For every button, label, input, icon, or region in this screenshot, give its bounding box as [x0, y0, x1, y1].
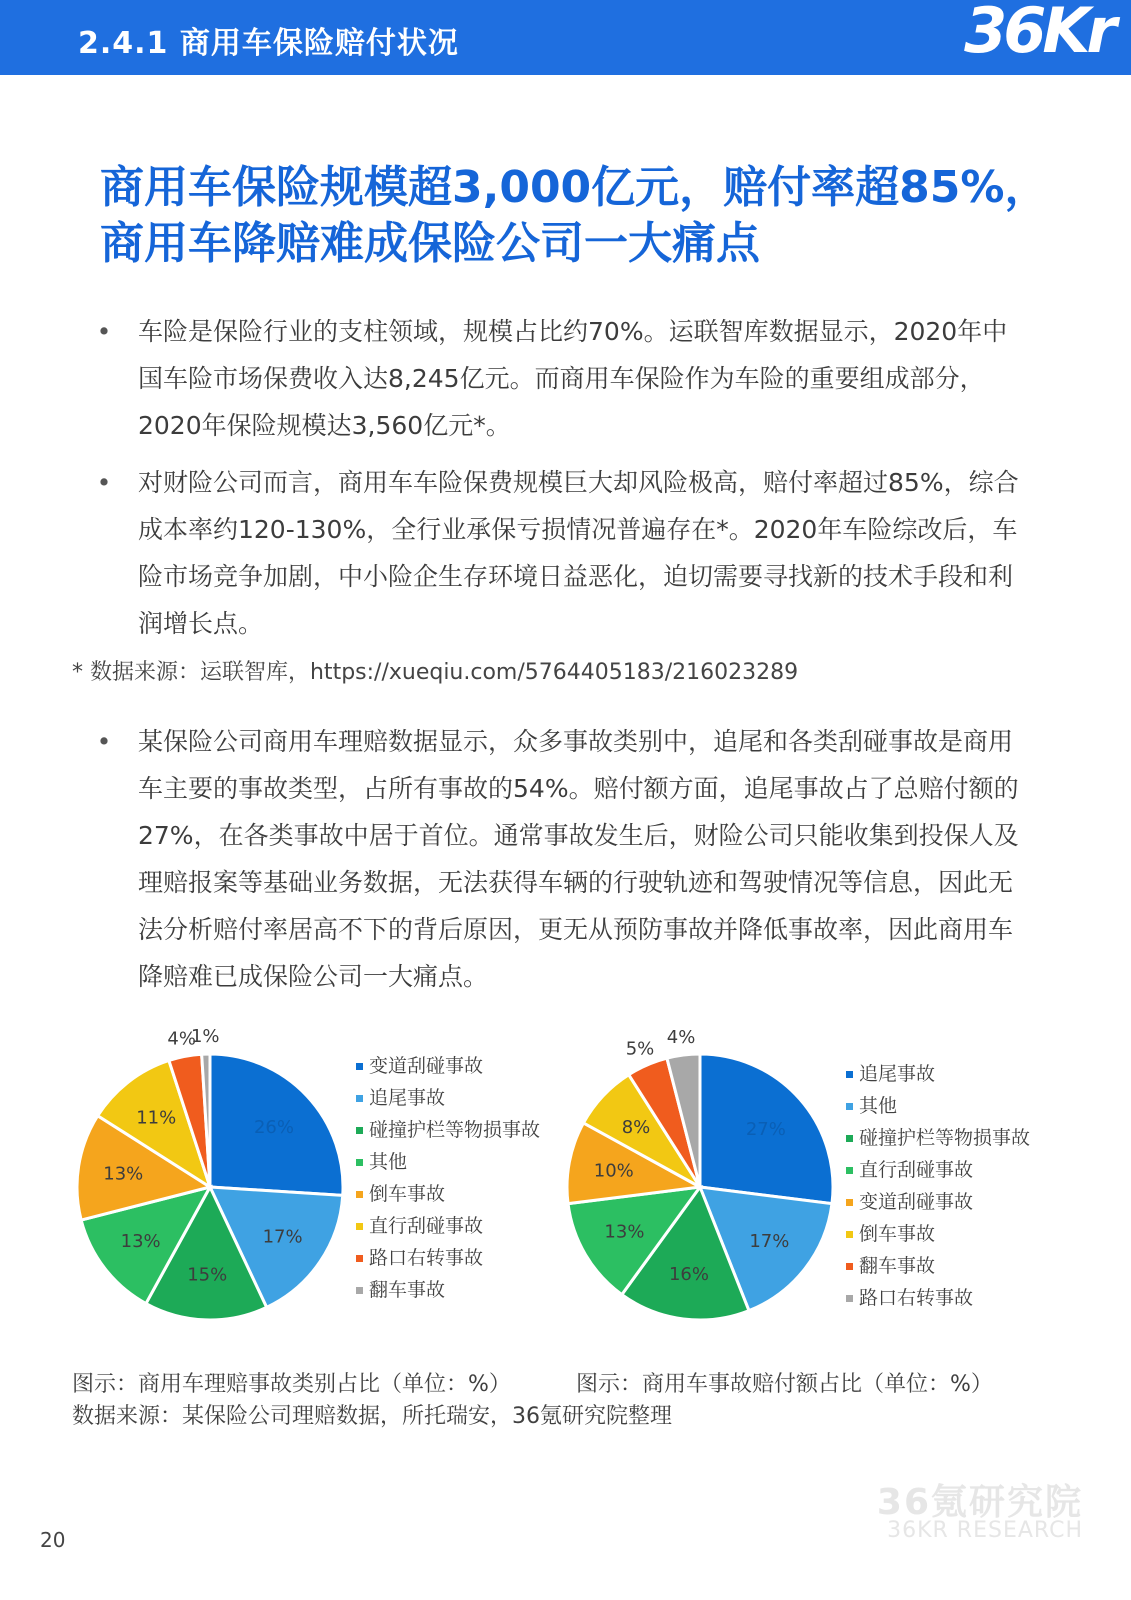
- legend-label: 直行刮碰事故: [859, 1159, 974, 1181]
- brand-logo: 36Kr: [964, 0, 1113, 67]
- pie-1-label-7: 4%: [666, 1027, 696, 1049]
- legend-swatch: [846, 1199, 853, 1206]
- legend-1-item-1: [846, 1090, 1030, 1122]
- pie-0-label-7: 1%: [190, 1026, 220, 1048]
- legend-1-item-2: [846, 1122, 1030, 1154]
- bullet-dot: •: [96, 317, 112, 346]
- source-note: * 数据来源：运联智库，https://xueqiu.com/5764405183/216023289: [72, 660, 799, 685]
- legend-swatch: [356, 1223, 363, 1230]
- legend-label: 直行刮碰事故: [369, 1215, 484, 1237]
- bullet-paragraph-2: [94, 459, 1024, 647]
- legend-accident-types: [356, 1050, 540, 1306]
- legend-1-item-7: [846, 1282, 1030, 1314]
- legend-swatch: [356, 1063, 363, 1070]
- legend-label: 倒车事故: [369, 1183, 446, 1205]
- section-title: 2.4.1 商用车保险赔付状况: [78, 26, 459, 61]
- bullet-dot: •: [96, 727, 112, 756]
- legend-swatch: [846, 1135, 853, 1142]
- pie-1-label-5: 8%: [621, 1116, 651, 1138]
- legend-swatch: [356, 1191, 363, 1198]
- legend-swatch: [846, 1103, 853, 1110]
- pie-0-label-1: 17%: [262, 1226, 303, 1248]
- legend-swatch: [356, 1255, 363, 1262]
- headline-line-1: 商用车保险规模超3,000亿元，赔付率超85%，: [100, 162, 1049, 213]
- legend-swatch: [356, 1159, 363, 1166]
- pie-1-label-3: 13%: [604, 1221, 645, 1243]
- legend-swatch: [846, 1071, 853, 1078]
- bullet-dot: •: [96, 468, 112, 497]
- page-number: 20: [40, 1528, 66, 1552]
- pie-0-label-5: 11%: [136, 1107, 177, 1129]
- legend-0-item-0: [356, 1050, 540, 1082]
- legend-0-item-4: [356, 1178, 540, 1210]
- legend-swatch: [846, 1295, 853, 1302]
- legend-swatch: [846, 1167, 853, 1174]
- watermark-en: 36KR RESEARCH: [887, 1518, 1083, 1543]
- legend-swatch: [846, 1231, 853, 1238]
- legend-label: 追尾事故: [859, 1063, 936, 1085]
- pie-0-label-3: 13%: [120, 1230, 161, 1252]
- headline-line-2: 商用车降赔难成保险公司一大痛点: [100, 218, 760, 269]
- legend-label: 碰撞护栏等物损事故: [859, 1127, 1031, 1149]
- pie-0-label-4: 13%: [103, 1163, 144, 1185]
- legend-label: 追尾事故: [369, 1087, 446, 1109]
- legend-0-item-7: [356, 1274, 540, 1306]
- legend-swatch: [356, 1127, 363, 1134]
- legend-label: 其他: [369, 1151, 408, 1173]
- pie-chart-accident-types: [60, 1026, 360, 1340]
- bullet-text-3: 某保险公司商用车理赔数据显示，众多事故类别中，追尾和各类刮碰事故是商用车主要的事故类型，占所有事故的54%。赔付额方面，追尾事故占了总赔付额的27%，在各类事故中居于首位。通常事故发生后，财险公司只能收集到投保人及理赔报案等基础业务数据，无法获得车辆的行驶轨迹和驾驶情况等信息，因此无法分析赔付率居高不下的背后原因，更无从预防事故并降低事故率，因此商用车降赔难已成保险公司一大痛点。: [138, 727, 1019, 991]
- pie-1-label-0: 27%: [745, 1118, 786, 1140]
- bullet-paragraph-3: [94, 718, 1024, 1000]
- legend-label: 变道刮碰事故: [369, 1055, 484, 1077]
- legend-label: 翻车事故: [859, 1255, 936, 1277]
- pie-chart-payout-share: [550, 1027, 850, 1340]
- legend-label: 变道刮碰事故: [859, 1191, 974, 1213]
- caption-right: 图示：商用车事故赔付额占比（单位：%）: [576, 1372, 993, 1397]
- pie-0-label-2: 15%: [187, 1264, 228, 1286]
- legend-0-item-6: [356, 1242, 540, 1274]
- legend-1-item-0: [846, 1058, 1030, 1090]
- watermark-cn: 36氪研究院: [876, 1482, 1083, 1523]
- caption-left: 图示：商用车理赔事故类别占比（单位：%）: [72, 1372, 511, 1397]
- legend-label: 翻车事故: [369, 1279, 446, 1301]
- bullet-text-1: 车险是保险行业的支柱领域，规模占比约70%。运联智库数据显示，2020年中国车险市场保费收入达8,245亿元。而商用车保险作为车险的重要组成部分，2020年保险规模达3,560亿元*。: [138, 317, 1008, 440]
- legend-0-item-1: [356, 1082, 540, 1114]
- legend-label: 碰撞护栏等物损事故: [369, 1119, 541, 1141]
- bullet-paragraph-1: [94, 308, 1024, 449]
- pie-1-label-1: 17%: [749, 1230, 790, 1252]
- legend-1-item-4: [846, 1186, 1030, 1218]
- bullet-list-top: [94, 308, 1024, 647]
- legend-0-item-5: [356, 1210, 540, 1242]
- legend-0-item-3: [356, 1146, 540, 1178]
- legend-label: 倒车事故: [859, 1223, 936, 1245]
- legend-label: 其他: [859, 1095, 898, 1117]
- bullet-text-2: 对财险公司而言，商用车车险保费规模巨大却风险极高，赔付率超过85%，综合成本率约120-130%，全行业承保亏损情况普遍存在*。2020年车险综改后，车险市场竞争加剧，中小险企生存环境日益恶化，迫切需要寻找新的技术手段和利润增长点。: [138, 468, 1019, 638]
- legend-payout-share: [846, 1058, 1030, 1314]
- pie-1-label-2: 16%: [668, 1264, 710, 1286]
- legend-1-item-5: [846, 1218, 1030, 1250]
- legend-swatch: [356, 1095, 363, 1102]
- legend-swatch: [356, 1287, 363, 1294]
- pie-1-label-4: 10%: [593, 1160, 634, 1182]
- legend-label: 路口右转事故: [859, 1287, 974, 1309]
- legend-0-item-2: [356, 1114, 540, 1146]
- legend-1-item-3: [846, 1154, 1030, 1186]
- header-bar: [0, 0, 1131, 75]
- pie-0-label-6: 4%: [167, 1028, 196, 1050]
- caption-source: 数据来源：某保险公司理赔数据，所托瑞安，36氪研究院整理: [72, 1404, 672, 1429]
- legend-label: 路口右转事故: [369, 1247, 484, 1269]
- headline: [100, 160, 1060, 272]
- pie-1-label-6: 5%: [625, 1038, 655, 1060]
- bullet-list-bottom: [94, 718, 1024, 1000]
- pie-0-label-0: 26%: [253, 1116, 294, 1138]
- legend-1-item-6: [846, 1250, 1030, 1282]
- legend-swatch: [846, 1263, 853, 1270]
